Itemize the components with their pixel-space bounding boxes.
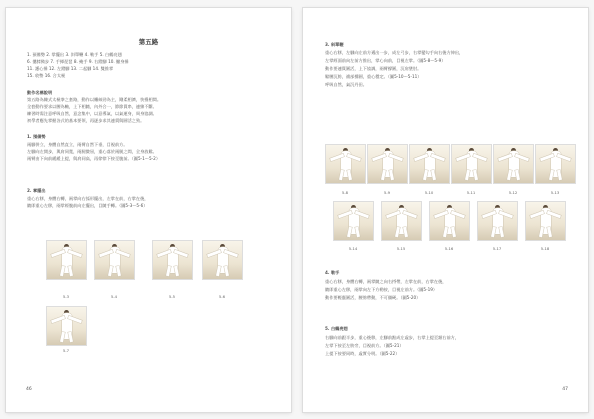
chapter-title: 第五路 bbox=[138, 38, 159, 46]
move-index-line: 11. 護心捶 12. 左蹬腳 13. 二起腳 14. 雙推掌 bbox=[27, 66, 114, 71]
photo-caption: 5-7 bbox=[62, 348, 70, 353]
move-photo bbox=[325, 144, 366, 184]
section-heading: 2. 掌擺出 bbox=[27, 188, 46, 193]
photo-caption: 5-3 bbox=[62, 294, 70, 299]
section-heading: 3. 斜單鞭 bbox=[325, 42, 344, 47]
body-line: 右腳向前跟半步，重心後移，左腳前點成左虛步，右掌上提至額右前方， bbox=[325, 335, 460, 340]
photo-caption: 5-9 bbox=[383, 190, 391, 195]
photo-caption: 5-14 bbox=[348, 246, 358, 251]
move-photo bbox=[451, 144, 492, 184]
body-line: 鬆腰沉胯，襠部撐圓，重心穩定。（圖5-10～5-11） bbox=[325, 74, 422, 79]
move-photo bbox=[367, 144, 408, 184]
body-line: 重心右移，左腳向左前方邁出一步，成左弓步，右掌變勾手向右後方伸出， bbox=[325, 50, 464, 55]
body-line: 動作要輕靈圓活，腰胯帶動，不可僵硬。（圖5-20） bbox=[325, 295, 421, 300]
photo-caption: 5-17 bbox=[492, 246, 502, 251]
photo-caption: 5-15 bbox=[396, 246, 406, 251]
right-page bbox=[303, 8, 588, 412]
body-line: 左腳向左開步，與肩同寬，兩腿微屈，重心落於兩腿之間，全身放鬆。 bbox=[27, 149, 157, 154]
commentary-line: 全套動作要求以腰為軸，上下相隨，內外合一，節節貫串，連綿不斷。 bbox=[27, 104, 157, 109]
commentary-line: 初學者應先掌握各式的基本要領，再逐步求其連貫與圓活之勁。 bbox=[27, 118, 145, 123]
photo-caption: 5-13 bbox=[550, 190, 560, 195]
section-heading: 1. 預備勢 bbox=[27, 134, 46, 139]
photo-caption: 5-18 bbox=[540, 246, 550, 251]
move-index-line: 15. 收勢 16. 合太極 bbox=[27, 73, 66, 78]
body-line: 重心右移，身體右轉，兩掌向右弧形擺出，左掌在前，右掌在後， bbox=[27, 196, 149, 201]
photo-caption: 5-4 bbox=[110, 294, 118, 299]
body-line: 上提下按要同時，虛實分明。（圖5-22） bbox=[325, 351, 400, 356]
body-line: 左掌下按至左胯旁，目視前方。（圖5-21） bbox=[325, 343, 404, 348]
body-line: 重心右移，身體右轉，兩掌隨之向右捋帶，左掌在前，右掌在後， bbox=[325, 279, 447, 284]
move-photo bbox=[333, 201, 374, 241]
move-photo bbox=[202, 240, 243, 280]
page-number: 47 bbox=[562, 387, 568, 392]
photo-caption: 5-16 bbox=[444, 246, 454, 251]
section-heading: 4. 勒手 bbox=[325, 270, 340, 275]
left-page bbox=[6, 8, 291, 412]
move-photo bbox=[525, 201, 566, 241]
move-photo bbox=[493, 144, 534, 184]
move-photo bbox=[429, 201, 470, 241]
move-photo bbox=[409, 144, 450, 184]
section-heading: 5. 白鶴亮翅 bbox=[325, 326, 348, 331]
move-photo bbox=[535, 144, 576, 184]
move-photo bbox=[477, 201, 518, 241]
body-line: 隨即重心左移，兩掌向左下方勒按，目視左前方。（圖5-19） bbox=[325, 287, 438, 292]
photo-caption: 5-5 bbox=[168, 294, 176, 299]
photo-caption: 5-12 bbox=[508, 190, 518, 195]
photo-caption: 5-11 bbox=[466, 190, 476, 195]
body-line: 兩腳併立，身體自然直立，兩臂自然下垂，目視前方。 bbox=[27, 142, 128, 147]
body-line: 左掌經面前向左前方推出，掌心向前，目視左掌。（圖5-8～5-9） bbox=[325, 58, 446, 63]
body-line: 隨即重心左移，兩掌經腹前向左擺出，目隨手轉。（圖5-3～5-6） bbox=[27, 203, 148, 208]
move-photo bbox=[381, 201, 422, 241]
move-index-line: 6. 摟膝拗步 7. 手揮琵琶 8. 掩手 9. 右蹬腳 10. 撇身捶 bbox=[27, 59, 129, 64]
body-line: 兩臂由下向前緩緩上提，與肩同高，再徐徐下按至腹前。（圖5-1～5-2） bbox=[27, 156, 161, 161]
photo-caption: 5-10 bbox=[424, 190, 434, 195]
photo-caption: 5-6 bbox=[218, 294, 226, 299]
move-photo bbox=[152, 240, 193, 280]
move-photo bbox=[46, 306, 87, 346]
photo-caption: 5-8 bbox=[341, 190, 349, 195]
move-index-line: 1. 預備勢 2. 掌擺出 3. 斜單鞭 4. 勒手 5. 白鶴亮翅 bbox=[27, 52, 122, 57]
commentary-line: 第五路為陳式太極拳之套路，動作以纏絲勁為主，剛柔相濟，快慢相間。 bbox=[27, 97, 162, 102]
commentary-line: 練習時需注意呼吸自然，意念集中，以意導氣，以氣運身，周身協調。 bbox=[27, 111, 157, 116]
page-number: 46 bbox=[26, 387, 32, 392]
body-line: 呼吸自然，氣沉丹田。 bbox=[325, 82, 367, 87]
commentary-heading: 動作名稱說明 bbox=[27, 90, 53, 95]
body-line: 動作要連貫圓活，上下協調，兩臂撐圓，沉肩墜肘。 bbox=[325, 66, 422, 71]
move-photo bbox=[94, 240, 135, 280]
move-photo bbox=[46, 240, 87, 280]
